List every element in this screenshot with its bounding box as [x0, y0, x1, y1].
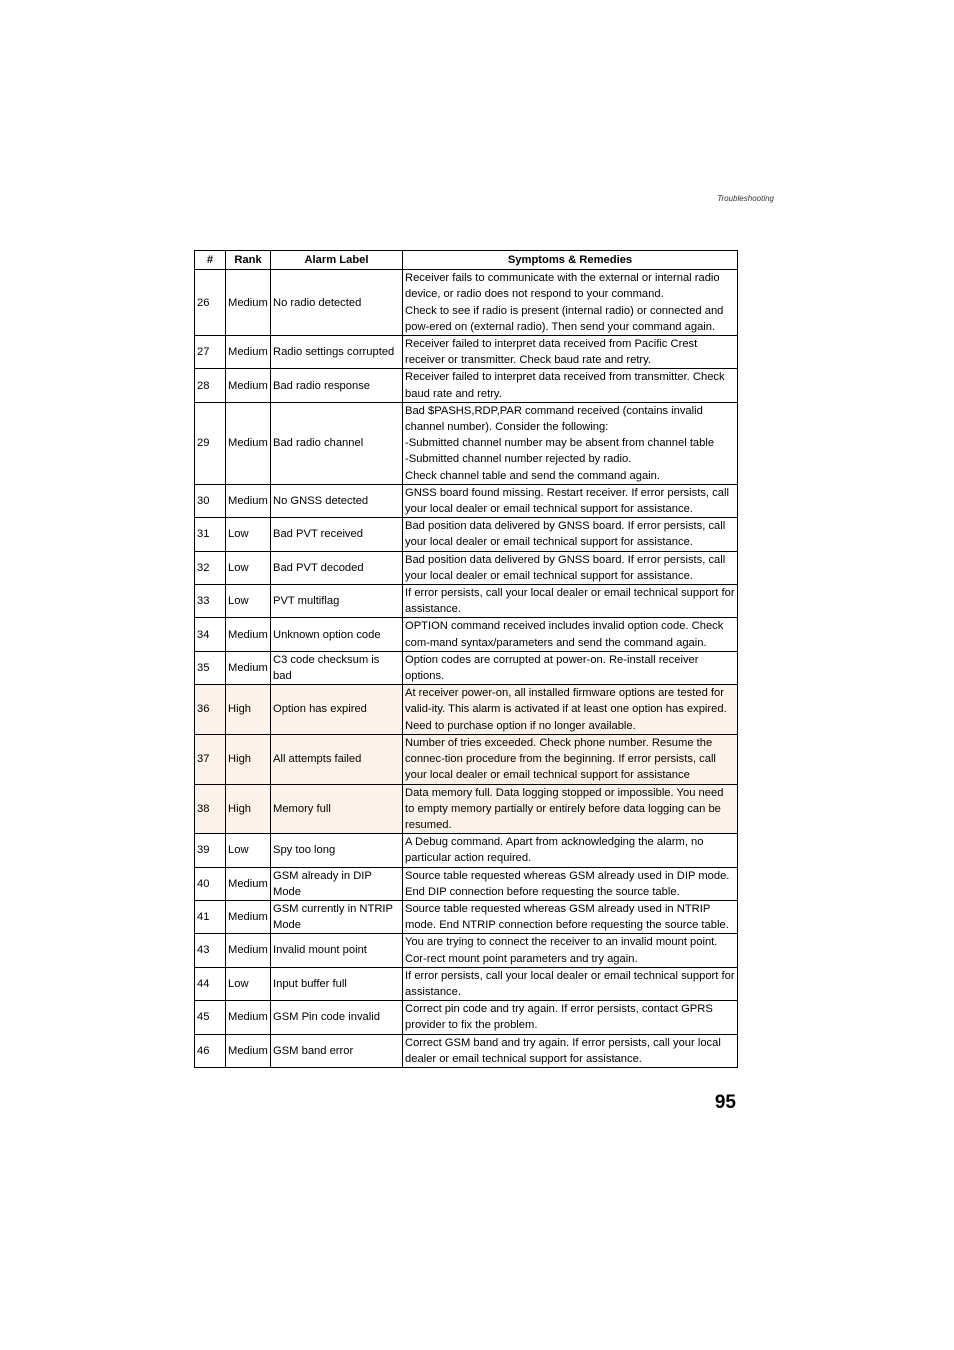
- alarm-symptoms: [403, 734, 738, 784]
- alarm-number: 28: [195, 369, 226, 402]
- alarm-label: Option has expired: [271, 685, 403, 735]
- symptom-line: -Submitted channel number may be absent from channel table: [405, 437, 715, 450]
- symptom-line: Check to see if radio is present (internal radio) or connected and pow-ered on (external radio). Then send your command again.: [405, 304, 724, 333]
- alarm-symptoms: [403, 967, 738, 1000]
- table-row: [195, 585, 738, 618]
- symptom-line: Correct GSM band and try again. If error persists, call your local dealer or email technical support for assistance.: [405, 1036, 721, 1065]
- alarm-rank: Medium: [226, 402, 271, 484]
- alarm-rank: Medium: [226, 618, 271, 651]
- table-row: [195, 369, 738, 402]
- alarm-label: GSM band error: [271, 1034, 403, 1067]
- alarm-number: 46: [195, 1034, 226, 1067]
- alarm-label: Invalid mount point: [271, 934, 403, 967]
- symptom-line: Receiver failed to interpret data received from transmitter. Check baud rate and retry.: [405, 371, 725, 400]
- table-row: [195, 618, 738, 651]
- alarm-label: Bad radio channel: [271, 402, 403, 484]
- alarm-rows: [195, 270, 738, 1068]
- alarm-label: Unknown option code: [271, 618, 403, 651]
- alarm-rank: Medium: [226, 336, 271, 369]
- alarm-rank: High: [226, 784, 271, 834]
- table-row: [195, 484, 738, 517]
- symptom-line: Data memory full. Data logging stopped or impossible. You need to empty memory partially or entirely before data logging can be resumed.: [405, 786, 724, 831]
- table-header-row: [195, 251, 738, 270]
- running-header: Troubleshooting: [717, 194, 774, 203]
- symptom-line: If error persists, call your local dealer or email technical support for assistance.: [405, 587, 735, 616]
- alarm-rank: Low: [226, 551, 271, 584]
- header-number: #: [195, 251, 226, 270]
- alarm-rank: Medium: [226, 867, 271, 900]
- header-rank: Rank: [226, 251, 271, 270]
- alarm-number: 30: [195, 484, 226, 517]
- symptom-line: If error persists, call your local dealer or email technical support for assistance.: [405, 969, 735, 998]
- alarm-rank: Medium: [226, 900, 271, 933]
- alarm-rank: High: [226, 685, 271, 735]
- alarm-label: Bad PVT received: [271, 518, 403, 551]
- alarm-rank: Medium: [226, 484, 271, 517]
- table-row: [195, 734, 738, 784]
- header-symptoms-remedies: Symptoms & Remedies: [403, 251, 738, 270]
- alarm-number: 36: [195, 685, 226, 735]
- symptom-line: A Debug command. Apart from acknowledging the alarm, no particular action required.: [405, 836, 704, 865]
- table-row: [195, 402, 738, 484]
- table-row: [195, 834, 738, 867]
- alarm-symptoms: [403, 551, 738, 584]
- symptom-line: Bad $PASHS,RDP,PAR command received (contains invalid channel number). Consider the following:: [405, 404, 703, 434]
- alarm-number: 38: [195, 784, 226, 834]
- symptom-line: Receiver failed to interpret data received from Pacific Crest receiver or transmitter. Check baud rate and retry.: [405, 338, 698, 367]
- symptom-line: Bad position data delivered by GNSS board. If error persists, call your local dealer or email technical support for assistance.: [405, 553, 726, 582]
- alarm-number: 43: [195, 934, 226, 967]
- alarm-number: 27: [195, 336, 226, 369]
- table-row: [195, 1001, 738, 1034]
- alarm-rank: Medium: [226, 651, 271, 684]
- alarm-rank: Medium: [226, 934, 271, 967]
- alarm-number: 37: [195, 734, 226, 784]
- symptom-line: OPTION command received includes invalid option code. Check com-mand syntax/parameters and send the command again.: [405, 620, 724, 649]
- alarm-symptoms: [403, 484, 738, 517]
- alarm-symptoms: [403, 618, 738, 651]
- alarm-label: PVT multiflag: [271, 585, 403, 618]
- table-row: [195, 784, 738, 834]
- alarm-table: [194, 250, 738, 1068]
- alarm-number: 35: [195, 651, 226, 684]
- symptom-line: You are trying to connect the receiver to an invalid mount point. Cor-rect mount point parameters and try again.: [405, 936, 718, 965]
- table-row: [195, 900, 738, 933]
- alarm-number: 32: [195, 551, 226, 584]
- alarm-label: All attempts failed: [271, 734, 403, 784]
- symptom-line: Option codes are corrupted at power-on. Re-install receiver options.: [405, 653, 699, 683]
- table-row: [195, 685, 738, 735]
- alarm-rank: Low: [226, 834, 271, 867]
- alarm-rank: High: [226, 734, 271, 784]
- alarm-rank: Medium: [226, 1034, 271, 1067]
- alarm-label: Radio settings corrupted: [271, 336, 403, 369]
- alarm-label: Bad PVT decoded: [271, 551, 403, 584]
- alarm-symptoms: [403, 402, 738, 484]
- table-row: [195, 336, 738, 369]
- alarm-rank: Medium: [226, 1001, 271, 1034]
- table-row: [195, 1034, 738, 1067]
- alarm-rank: Low: [226, 585, 271, 618]
- alarm-number: 44: [195, 967, 226, 1000]
- table-row: [195, 651, 738, 684]
- symptom-line: Number of tries exceeded. Check phone number. Resume the connec-tion procedure from the beginning. If error persists, call your local dealer or email technical support for assistance: [405, 736, 716, 782]
- symptom-line: -Submitted channel number rejected by radio.: [405, 453, 632, 466]
- table-row: [195, 967, 738, 1000]
- symptom-line: Check channel table and send the command again.: [405, 469, 660, 482]
- alarm-label: GSM already in DIP Mode: [271, 867, 403, 900]
- alarm-symptoms: [403, 1034, 738, 1067]
- alarm-symptoms: [403, 784, 738, 834]
- alarm-symptoms: [403, 1001, 738, 1034]
- table-row: [195, 518, 738, 551]
- symptom-line: Source table requested whereas GSM already used in NTRIP mode. End NTRIP connection before requesting the source table.: [405, 902, 729, 932]
- alarm-label: Spy too long: [271, 834, 403, 867]
- alarm-symptoms: [403, 369, 738, 402]
- alarm-number: 29: [195, 402, 226, 484]
- alarm-number: 40: [195, 867, 226, 900]
- symptom-line: Receiver fails to communicate with the external or internal radio device, or radio does not respond to your command.: [405, 272, 720, 301]
- alarm-number: 33: [195, 585, 226, 618]
- alarm-label: Memory full: [271, 784, 403, 834]
- alarm-symptoms: [403, 900, 738, 933]
- symptom-line: GNSS board found missing. Restart receiver. If error persists, call your local dealer or email technical support for assistance.: [405, 486, 729, 516]
- alarm-number: 31: [195, 518, 226, 551]
- alarm-label: No radio detected: [271, 270, 403, 336]
- alarm-symptoms: [403, 651, 738, 684]
- alarm-label: GSM Pin code invalid: [271, 1001, 403, 1034]
- alarm-symptoms: [403, 834, 738, 867]
- alarm-symptoms: [403, 585, 738, 618]
- alarm-label: No GNSS detected: [271, 484, 403, 517]
- alarm-symptoms: [403, 685, 738, 735]
- header-alarm-label: Alarm Label: [271, 251, 403, 270]
- page-number: 95: [714, 1092, 736, 1113]
- alarm-symptoms: [403, 934, 738, 967]
- alarm-symptoms: [403, 336, 738, 369]
- table-row: [195, 551, 738, 584]
- alarm-number: 26: [195, 270, 226, 336]
- alarm-rank: Medium: [226, 369, 271, 402]
- alarm-rank: Medium: [226, 270, 271, 336]
- table-row: [195, 270, 738, 336]
- alarm-label: GSM currently in NTRIP Mode: [271, 900, 403, 933]
- alarm-rank: Low: [226, 967, 271, 1000]
- alarm-symptoms: [403, 518, 738, 551]
- alarm-rank: Low: [226, 518, 271, 551]
- alarm-number: 39: [195, 834, 226, 867]
- alarm-symptoms: [403, 867, 738, 900]
- table-row: [195, 934, 738, 967]
- symptom-line: Correct pin code and try again. If error persists, contact GPRS provider to fix the problem.: [405, 1003, 713, 1032]
- alarm-number: 45: [195, 1001, 226, 1034]
- alarm-symptoms: [403, 270, 738, 336]
- alarm-number: 41: [195, 900, 226, 933]
- symptom-line: At receiver power-on, all installed firmware options are tested for valid-ity. This alarm is activated if at least one option has expired. Need to purchase option if no longer available.: [405, 687, 727, 732]
- table-row: [195, 867, 738, 900]
- alarm-label: Bad radio response: [271, 369, 403, 402]
- symptom-line: Source table requested whereas GSM already used in DIP mode. End DIP connection before requesting the source table.: [405, 869, 730, 898]
- alarm-label: Input buffer full: [271, 967, 403, 1000]
- alarm-number: 34: [195, 618, 226, 651]
- symptom-line: Bad position data delivered by GNSS board. If error persists, call your local dealer or email technical support for assistance.: [405, 520, 726, 549]
- alarm-label: C3 code checksum is bad: [271, 651, 403, 684]
